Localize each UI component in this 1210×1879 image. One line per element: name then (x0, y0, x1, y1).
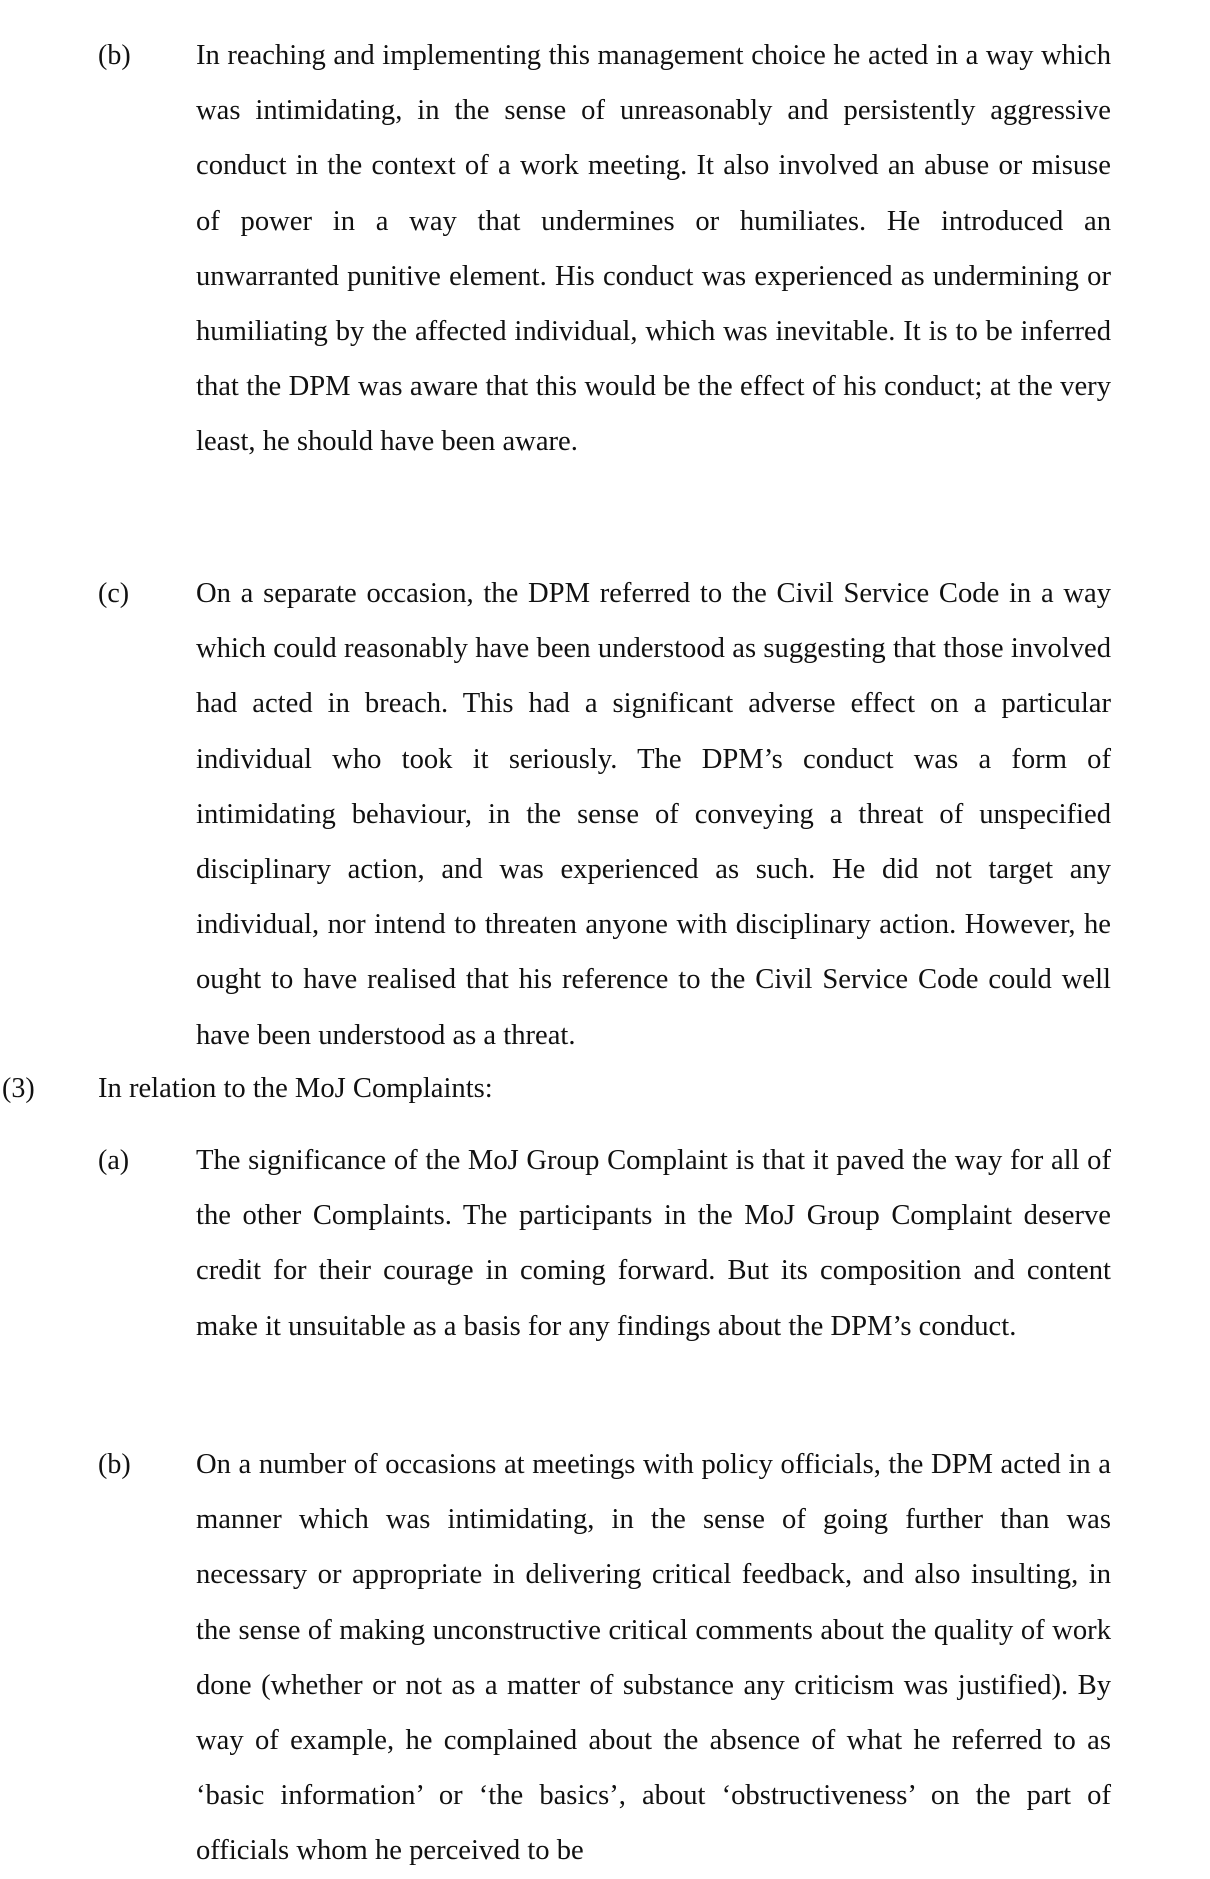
section-label: (3) (2, 1073, 35, 1104)
paragraph-label: (a) (98, 1145, 130, 1176)
section-heading-text: In relation to the MoJ Complaints: (98, 1073, 493, 1104)
paragraph-text: In reaching and implementing this management choice he acted in a way which was intimidating, in the sense of unreasonably and persistently aggressive conduct in the context of a work meeting. It also involved an abuse or misuse of power in a way that undermines or humiliates. He introduced an unwarranted punitive element. His conduct was experienced as undermining or humiliating by the affected individual, which was inevitable. It is to be inferred that the DPM was aware that this would be the effect of his conduct; at the very least, he should have been aware. (196, 40, 1111, 458)
paragraph-text: The significance of the MoJ Group Complaint is that it paved the way for all of the other Complaints. The participants in the MoJ Group Complaint deserve credit for their courage in coming forward. But its composition and content make it unsuitable as a basis for any findings about the DPM’s conduct. (196, 1145, 1111, 1342)
paragraph-text: On a separate occasion, the DPM referred to the Civil Service Code in a way which could reasonably have been understood as suggesting that those involved had acted in breach. This had a significant adverse effect on a particular individual who took it seriously. The DPM’s conduct was a form of intimidating behaviour, in the sense of conveying a threat of unspecified disciplinary action, and was experienced as such. He did not target any individual, nor intend to threaten anyone with disciplinary action. However, he ought to have realised that his reference to the Civil Service Code could well have been understood as a threat. (196, 578, 1111, 1051)
paragraph-label: (b) (98, 1449, 131, 1480)
paragraph-label: (b) (98, 40, 131, 71)
paragraph-text: On a number of occasions at meetings with policy officials, the DPM acted in a manner which was intimidating, in the sense of going further than was necessary or appropriate in delivering critical feedback, and also insulting, in the sense of making unconstructive critical comments about the quality of work done (whether or not as a matter of substance any criticism was justified). By way of example, he complained about the absence of what he referred to as ‘basic information’ or ‘the basics’, about ‘obstructiveness’ on the part of officials whom he perceived to be (196, 1449, 1111, 1867)
paragraph-label: (c) (98, 578, 130, 609)
